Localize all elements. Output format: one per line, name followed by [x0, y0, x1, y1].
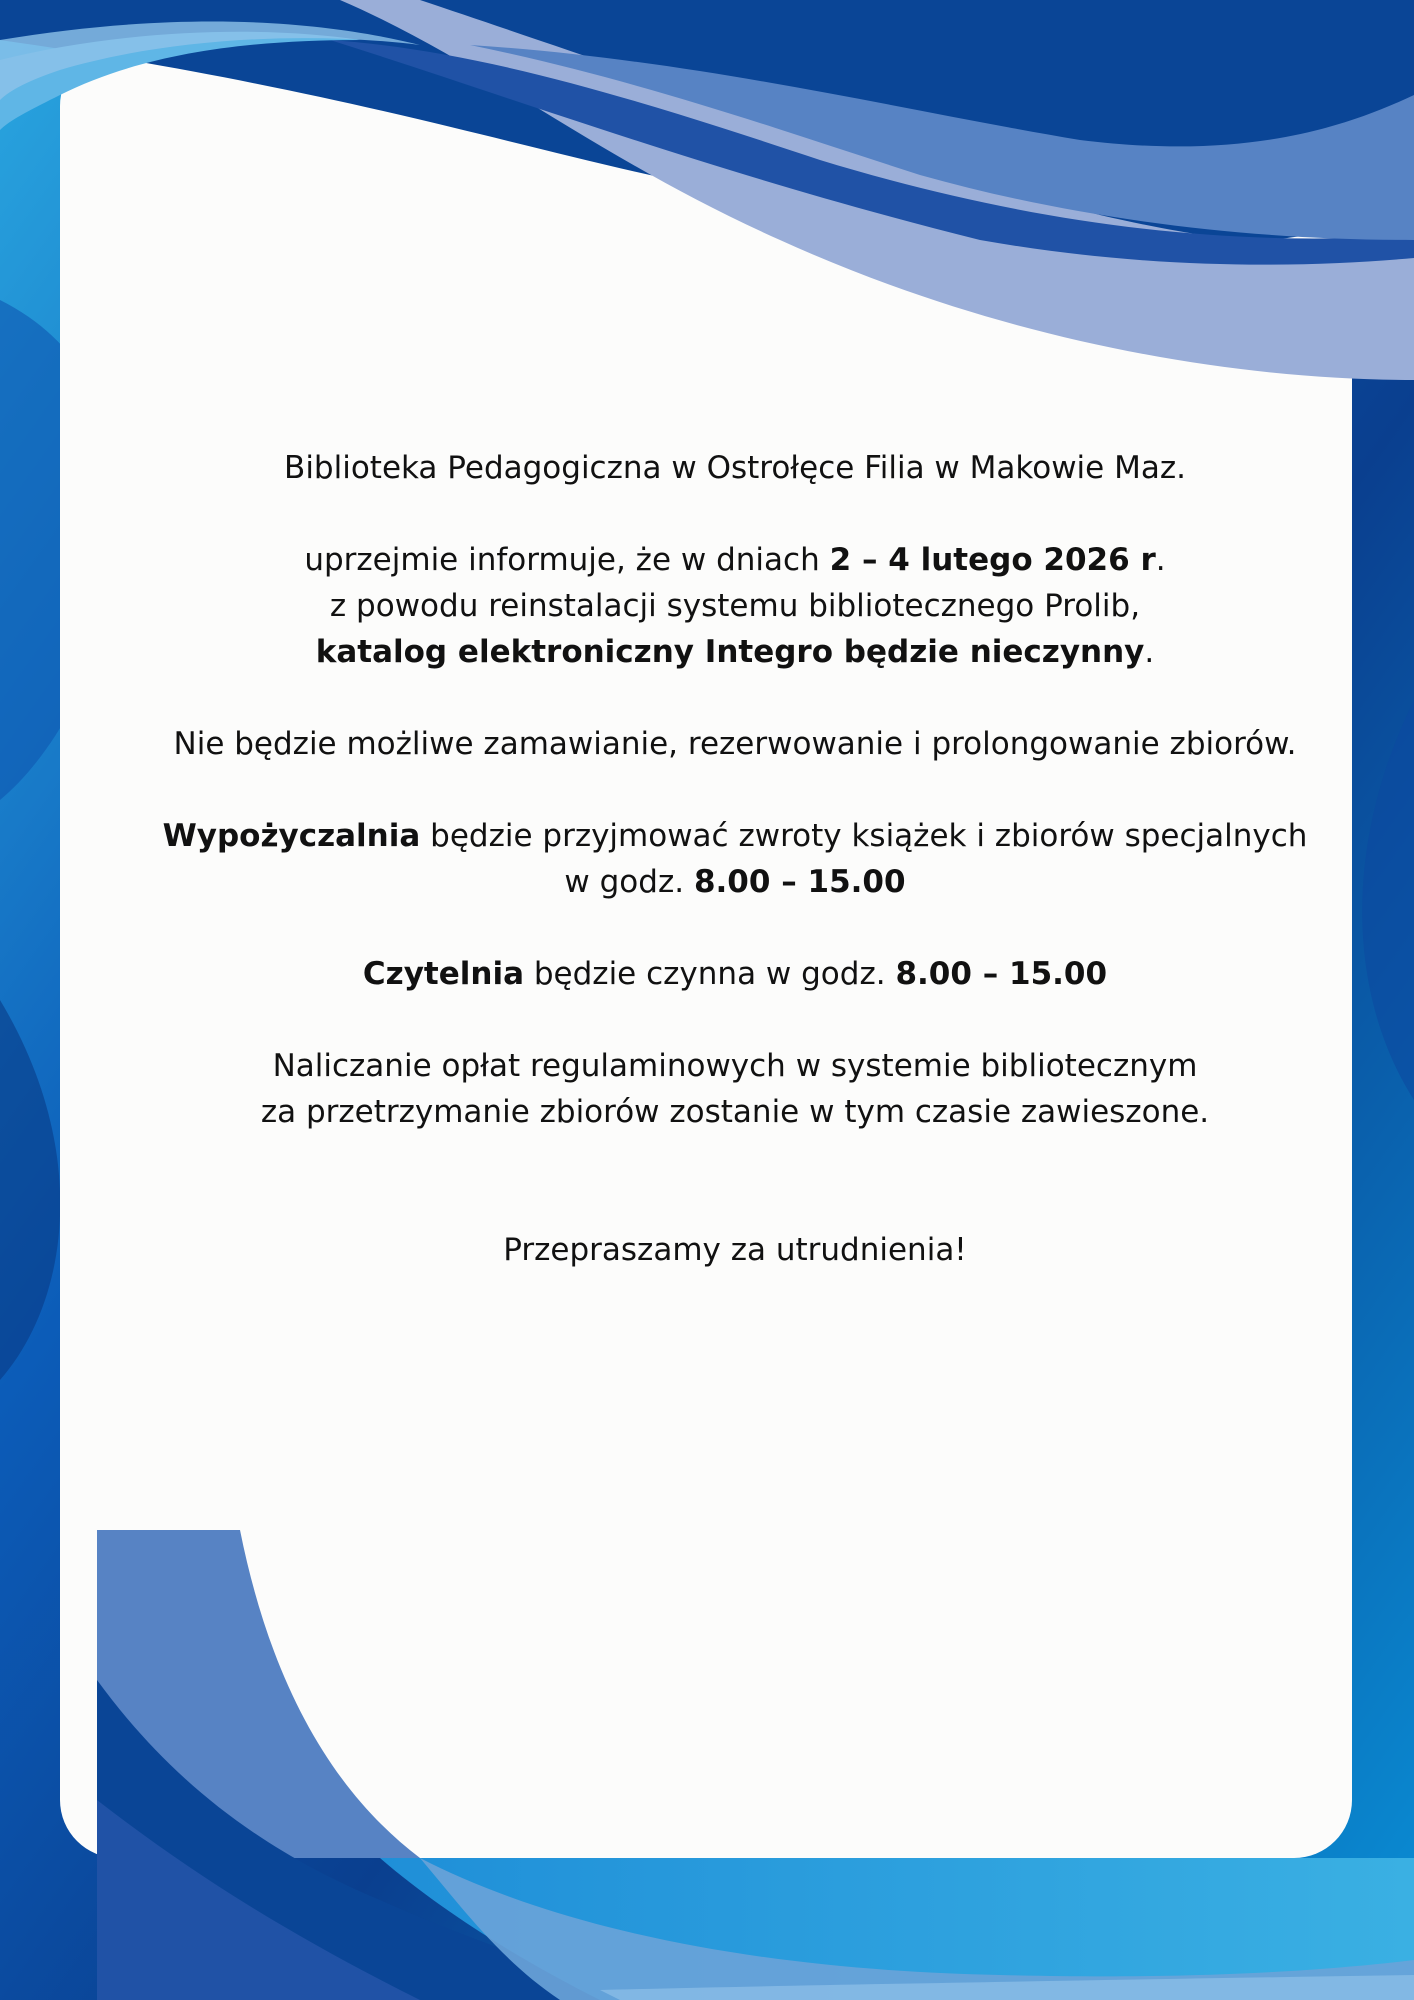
notice-content — [140, 445, 1330, 1319]
catalog-dot: . — [1144, 634, 1155, 670]
apology-text: Przepraszamy za utrudnienia! — [503, 1232, 967, 1268]
fees-line-2: za przetrzymanie zbiorów zostanie w tym czasie zawieszone. — [260, 1094, 1210, 1130]
lending-text: będzie przyjmować zwroty książek i zbiorów specjalnych — [420, 818, 1308, 854]
reading-room-text: będzie czynna w godz. — [524, 956, 896, 992]
lending-label: Wypożyczalnia — [162, 818, 421, 854]
closure-reason: z powodu reinstalacji systemu bibliotecznego Prolib, — [329, 588, 1141, 624]
lending-paragraph — [140, 813, 1330, 905]
lending-hours: 8.00 – 15.00 — [693, 864, 906, 900]
catalog-unavailable: katalog elektroniczny Integro będzie nieczynny — [315, 634, 1145, 670]
fees-line-1: Naliczanie opłat regulaminowych w systemie bibliotecznym — [272, 1048, 1198, 1084]
closure-paragraph — [140, 537, 1330, 675]
reading-room-paragraph — [140, 951, 1330, 997]
lending-hours-prefix: w godz. — [564, 864, 694, 900]
reading-room-hours: 8.00 – 15.00 — [895, 956, 1108, 992]
closure-line-dates — [140, 537, 1330, 583]
closure-line-catalog — [140, 629, 1330, 675]
lending-hours-line — [140, 859, 1330, 905]
closure-intro: uprzejmie informuje, że w dniach — [304, 542, 830, 578]
institution-name — [140, 445, 1330, 491]
lending-line — [140, 813, 1330, 859]
closure-dates-dot: . — [1155, 542, 1166, 578]
apology — [140, 1227, 1330, 1273]
fees-paragraph — [140, 1043, 1330, 1135]
services-unavailable-text: Nie będzie możliwe zamawianie, rezerwowanie i prolongowanie zbiorów. — [173, 726, 1297, 762]
closure-dates: 2 – 4 lutego 2026 r — [829, 542, 1156, 578]
services-unavailable — [140, 721, 1330, 767]
institution-text: Biblioteka Pedagogiczna w Ostrołęce Filia w Makowie Maz. — [284, 450, 1186, 486]
reading-room-label: Czytelnia — [362, 956, 525, 992]
